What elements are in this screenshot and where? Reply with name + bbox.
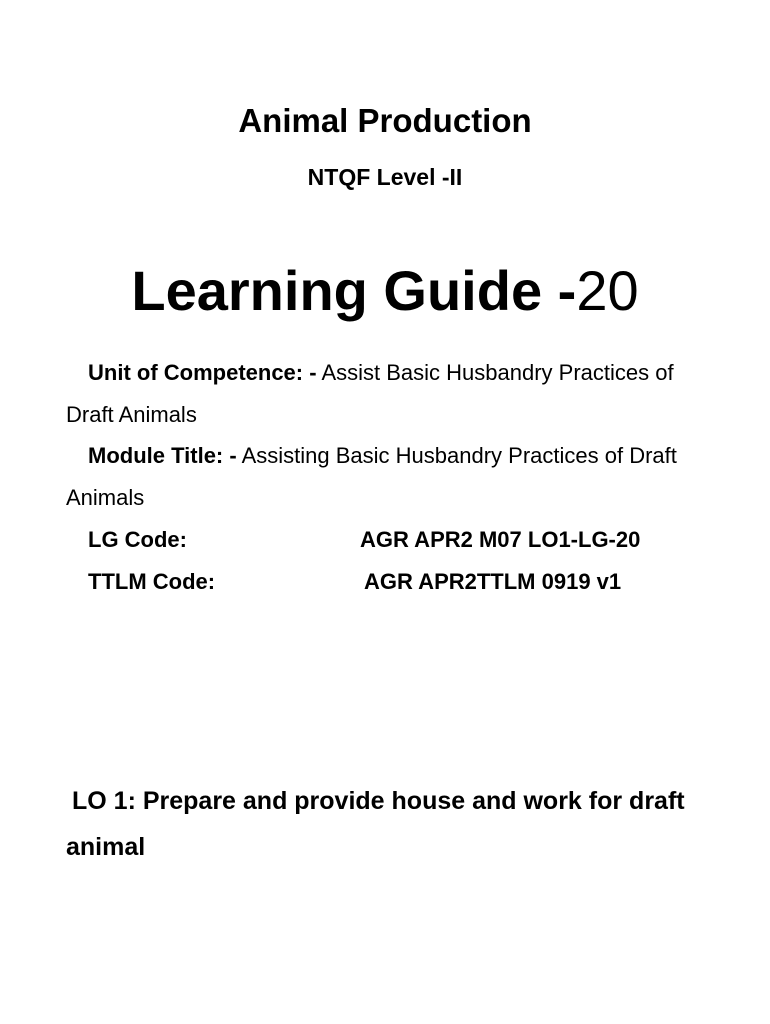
level-title: NTQF Level -II xyxy=(307,164,463,190)
ttlm-code-value: AGR APR2TTLM 0919 v1 xyxy=(364,569,622,594)
unit-of-competence-label: Unit of Competence: - xyxy=(88,360,317,385)
program-title: Animal Production xyxy=(238,102,532,139)
unit-of-competence xyxy=(66,352,716,436)
lg-code-value: AGR APR2 M07 LO1-LG-20 xyxy=(360,527,641,552)
ttlm-code-row xyxy=(88,569,622,595)
learning-outcome-text: LO 1: Prepare and provide house and work for draft animal xyxy=(66,787,685,861)
module-title xyxy=(66,435,716,519)
lg-code-row xyxy=(88,527,641,553)
learning-guide-number: 20 xyxy=(576,259,639,322)
lg-code-label: LG Code: xyxy=(88,527,187,552)
learning-guide-title xyxy=(0,258,770,323)
module-title-label: Module Title: - xyxy=(88,443,237,468)
learning-guide-prefix: Learning Guide - xyxy=(131,259,577,322)
ttlm-code-label: TTLM Code: xyxy=(88,569,216,594)
unit-of-competence-value: Assist Basic Husbandry Practices of Draft Animals xyxy=(66,360,674,427)
module-title-value: Assisting Basic Husbandry Practices of Draft Animals xyxy=(66,443,677,510)
learning-outcome xyxy=(66,778,716,870)
